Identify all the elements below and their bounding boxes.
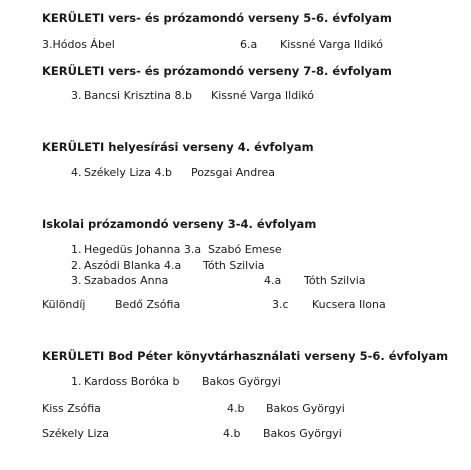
entry-rank: 1. <box>71 375 82 388</box>
entry-name: Hegedüs Johanna 3.a <box>84 243 202 256</box>
entry-class: 4.b <box>227 402 245 415</box>
entry-teacher: Pozsgai Andrea <box>191 166 276 179</box>
entry-teacher: Kissné Varga Ildikó <box>211 89 314 102</box>
section-heading: KERÜLETI vers- és prózamondó verseny 5-6. évfolyam <box>42 11 392 25</box>
entry-teacher: Kissné Varga Ildikó <box>280 38 383 51</box>
entry-name: Kardoss Boróka b <box>84 375 180 388</box>
entry-award: Különdíj <box>42 298 86 311</box>
entry-class: 3.c <box>272 298 289 311</box>
entry-teacher: Kucsera Ilona <box>312 298 386 311</box>
entry-name: Kiss Zsófia <box>42 402 101 415</box>
entry-rank: 3. <box>71 274 82 287</box>
entry-name: Székely Liza 4.b <box>84 166 173 179</box>
entry-class: 4.a <box>264 274 282 287</box>
entry-teacher: Tóth Szilvia <box>203 259 265 272</box>
entry-name: Bancsi Krisztina 8.b <box>84 89 192 102</box>
entry-teacher: Tóth Szilvia <box>304 274 366 287</box>
section-heading: KERÜLETI vers- és prózamondó verseny 7-8. évfolyam <box>42 64 392 78</box>
entry-class: 6.a <box>240 38 258 51</box>
entry-name: 3.Hódos Ábel <box>42 38 115 51</box>
entry-teacher: Szabó Emese <box>208 243 282 256</box>
entry-rank: 2. <box>71 259 82 272</box>
entry-name: Szabados Anna <box>84 274 169 287</box>
entry-name: Bedő Zsófia <box>115 298 181 311</box>
entry-name: Aszódi Blanka 4.a <box>84 259 182 272</box>
entry-rank: 3. <box>71 89 82 102</box>
entry-class: 4.b <box>223 427 241 440</box>
entry-name: Székely Liza <box>42 427 110 440</box>
entry-rank: 1. <box>71 243 82 256</box>
section-heading: Iskolai prózamondó verseny 3-4. évfolyam <box>42 217 317 231</box>
section-heading: KERÜLETI helyesírási verseny 4. évfolyam <box>42 140 314 154</box>
entry-teacher: Bakos Györgyi <box>266 402 345 415</box>
section-heading: KERÜLETI Bod Péter könyvtárhasználati verseny 5-6. évfolyam <box>42 349 449 363</box>
entry-teacher: Bakos Györgyi <box>263 427 342 440</box>
entry-rank: 4. <box>71 166 82 179</box>
entry-teacher: Bakos Györgyi <box>202 375 281 388</box>
